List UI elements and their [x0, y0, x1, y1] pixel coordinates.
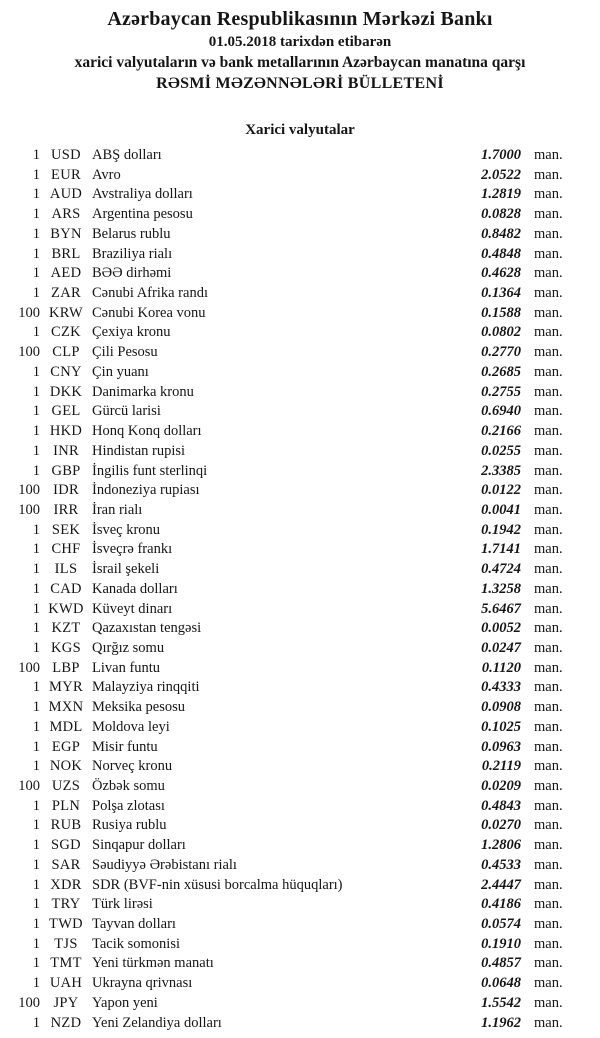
currency-code: SGD — [51, 837, 81, 854]
currency-code: IRR — [53, 501, 79, 518]
unit-label: man. — [534, 166, 563, 183]
currency-name: Honq Konq dolları — [92, 423, 202, 440]
rate-row — [0, 462, 600, 482]
currency-name: İsrail şekeli — [92, 561, 160, 578]
rate-quantity: 1 — [32, 916, 40, 933]
rate-row — [0, 323, 600, 343]
rate-value: 0.1942 — [481, 521, 521, 538]
rate-value: 0.4628 — [481, 265, 521, 282]
rate-quantity: 1 — [32, 462, 40, 479]
currency-code: TMT — [50, 955, 82, 972]
currency-code: AED — [50, 265, 82, 282]
rate-value: 0.1025 — [481, 718, 521, 735]
rate-quantity: 1 — [32, 265, 40, 282]
currency-name: Yeni Zelandiya dolları — [92, 1014, 222, 1031]
currency-name: İngilis funt sterlinqi — [92, 462, 208, 479]
currency-code: SEK — [51, 521, 81, 538]
rate-row — [0, 402, 600, 422]
currency-code: MXN — [48, 699, 84, 716]
rate-quantity: 100 — [18, 501, 40, 518]
rate-value: 0.0041 — [481, 501, 521, 518]
unit-label: man. — [534, 462, 563, 479]
bulletin-header — [0, 0, 600, 95]
currency-code: JPY — [53, 994, 79, 1011]
currency-name: Sinqapur dolları — [92, 837, 186, 854]
unit-label: man. — [534, 620, 563, 637]
unit-label: man. — [534, 245, 563, 262]
rate-quantity: 1 — [32, 442, 40, 459]
currency-name: Avro — [92, 166, 121, 183]
currency-name: Qırğız somu — [92, 639, 165, 656]
rate-quantity: 100 — [18, 994, 40, 1011]
rate-quantity: 100 — [18, 778, 40, 794]
currency-name: Belarus rublu — [92, 225, 171, 242]
currency-code: CLP — [52, 344, 80, 361]
rate-quantity: 1 — [32, 876, 40, 893]
rate-quantity: 1 — [32, 738, 40, 755]
rate-value: 1.5542 — [481, 994, 521, 1011]
unit-label: man. — [534, 975, 563, 992]
rate-quantity: 1 — [32, 147, 40, 163]
rate-quantity: 1 — [32, 186, 40, 203]
unit-label: man. — [534, 994, 563, 1011]
rates-table — [0, 146, 600, 1033]
unit-label: man. — [534, 363, 563, 380]
currency-name: Rusiya rublu — [92, 817, 167, 834]
rate-value: 0.0648 — [481, 975, 521, 992]
rate-quantity: 1 — [32, 620, 40, 637]
unit-label: man. — [534, 758, 563, 775]
unit-label: man. — [534, 265, 563, 282]
currency-code: CAD — [50, 580, 82, 597]
currency-name: Braziliya rialı — [92, 245, 173, 262]
rate-row — [0, 225, 600, 245]
rate-quantity: 1 — [32, 363, 40, 380]
currency-code: MDL — [49, 718, 83, 735]
currency-code: UZS — [51, 778, 81, 794]
currency-name: Yeni türkmən manatı — [92, 955, 214, 972]
rate-value: 0.0255 — [481, 442, 521, 459]
unit-label: man. — [534, 856, 563, 873]
rate-value: 0.6940 — [481, 403, 521, 420]
unit-label: man. — [534, 580, 563, 597]
unit-label: man. — [534, 324, 563, 341]
rate-quantity: 1 — [32, 403, 40, 420]
currency-name: Norveç kronu — [92, 758, 173, 775]
unit-label: man. — [534, 916, 563, 933]
rate-value: 0.4724 — [481, 561, 521, 578]
rate-value: 2.4447 — [481, 876, 521, 893]
rate-quantity: 1 — [32, 856, 40, 873]
currency-name: Cənubi Afrika randı — [92, 285, 208, 302]
rate-quantity: 1 — [32, 699, 40, 716]
unit-label: man. — [534, 679, 563, 696]
rate-row — [0, 935, 600, 955]
currency-name: Çin yuanı — [92, 363, 149, 380]
currency-name: Danimarka kronu — [92, 383, 194, 400]
unit-label: man. — [534, 1014, 563, 1031]
currency-name: BƏƏ dirhəmi — [92, 265, 172, 282]
rate-quantity: 1 — [32, 225, 40, 242]
rate-row — [0, 738, 600, 758]
currency-name: Tacik somonisi — [92, 935, 180, 952]
currency-name: ABŞ dolları — [92, 147, 162, 163]
rate-quantity: 1 — [32, 797, 40, 814]
rate-quantity: 1 — [32, 580, 40, 597]
rate-value: 0.0802 — [481, 324, 521, 341]
rate-row — [0, 678, 600, 698]
rate-quantity: 1 — [32, 600, 40, 617]
currency-code: RUB — [50, 817, 82, 834]
rate-value: 0.0963 — [481, 738, 521, 755]
rate-row — [0, 363, 600, 383]
rate-value: 1.2806 — [481, 837, 521, 854]
rate-row — [0, 540, 600, 560]
rate-row — [0, 718, 600, 738]
unit-label: man. — [534, 147, 563, 163]
rate-value: 0.4843 — [481, 797, 521, 814]
rate-value: 0.8482 — [481, 225, 521, 242]
rate-quantity: 1 — [32, 639, 40, 656]
currency-code: CNY — [50, 363, 82, 380]
currency-code: UAH — [49, 975, 83, 992]
rate-quantity: 1 — [32, 935, 40, 952]
unit-label: man. — [534, 600, 563, 617]
currency-code: GBP — [51, 462, 81, 479]
currency-name: Qazaxıstan tengəsi — [92, 620, 202, 637]
currency-code: IDR — [53, 482, 79, 499]
currency-name: SDR (BVF-nin xüsusi borcalma hüquqları) — [92, 876, 343, 893]
rate-quantity: 1 — [32, 896, 40, 913]
unit-label: man. — [534, 639, 563, 656]
currency-name: İsveç kronu — [92, 521, 161, 538]
currency-name: Küveyt dinarı — [92, 600, 173, 617]
rate-row — [0, 245, 600, 265]
rate-value: 2.3385 — [481, 462, 521, 479]
rate-value: 0.2119 — [481, 758, 521, 775]
currency-name: Kanada dolları — [92, 580, 178, 597]
rate-quantity: 1 — [32, 975, 40, 992]
unit-label: man. — [534, 935, 563, 952]
rate-value: 1.1962 — [481, 1014, 521, 1031]
currency-code: BYN — [50, 225, 82, 242]
rate-value: 0.1588 — [481, 304, 521, 321]
unit-label: man. — [534, 304, 563, 321]
unit-label: man. — [534, 344, 563, 361]
rate-quantity: 1 — [32, 758, 40, 775]
rate-value: 0.1120 — [481, 659, 521, 676]
currency-code: CZK — [51, 324, 81, 341]
rate-value: 0.2685 — [481, 363, 521, 380]
currency-code: HKD — [49, 423, 83, 440]
rate-row — [0, 560, 600, 580]
currency-code: KGS — [51, 639, 81, 656]
effective-date-line: 01.05.2018 tarixdən etibarən — [208, 34, 392, 50]
rate-value: 2.0522 — [481, 166, 521, 183]
rate-row — [0, 442, 600, 462]
rate-row — [0, 816, 600, 836]
rate-row — [0, 383, 600, 403]
currency-name: Hindistan rupisi — [92, 442, 186, 459]
rate-row — [0, 185, 600, 205]
rate-row — [0, 284, 600, 304]
rate-row — [0, 915, 600, 935]
rate-value: 1.7141 — [481, 541, 521, 558]
currency-code: SAR — [51, 856, 81, 873]
currency-code: TJS — [54, 935, 78, 952]
currency-name: Türk lirəsi — [92, 896, 153, 913]
currency-name: Çexiya kronu — [92, 324, 171, 341]
rate-row — [0, 797, 600, 817]
rate-quantity: 1 — [32, 837, 40, 854]
currency-code: TRY — [51, 896, 81, 913]
currency-code: MYR — [49, 679, 83, 696]
rate-row — [0, 304, 600, 324]
rate-quantity: 1 — [32, 817, 40, 834]
rate-value: 5.6467 — [481, 600, 521, 617]
rate-value: 0.0828 — [481, 206, 521, 223]
currency-code: ARS — [51, 206, 81, 223]
rate-quantity: 1 — [32, 383, 40, 400]
currency-code: KRW — [49, 304, 83, 321]
rate-quantity: 1 — [32, 245, 40, 262]
currency-name: İndoneziya rupiası — [92, 482, 200, 499]
rate-value: 0.4333 — [481, 679, 521, 696]
currency-name: Malayziya rinqqiti — [92, 679, 200, 696]
rate-row — [0, 836, 600, 856]
rate-row — [0, 639, 600, 659]
rate-quantity: 1 — [32, 955, 40, 972]
rate-value: 0.0908 — [481, 699, 521, 716]
currency-name: Gürcü larisi — [92, 403, 161, 420]
rate-value: 0.0052 — [481, 620, 521, 637]
rate-value: 0.0209 — [481, 778, 521, 794]
rate-row — [0, 501, 600, 521]
currency-code: EUR — [51, 166, 81, 183]
currency-name: Ukrayna qrivnası — [92, 975, 193, 992]
currency-code: EGP — [51, 738, 81, 755]
rate-quantity: 100 — [18, 344, 40, 361]
unit-label: man. — [534, 186, 563, 203]
unit-label: man. — [534, 225, 563, 242]
rate-value: 0.2755 — [481, 383, 521, 400]
unit-label: man. — [534, 383, 563, 400]
rate-quantity: 100 — [18, 659, 40, 676]
unit-label: man. — [534, 659, 563, 676]
currency-name: Cənubi Korea vonu — [92, 304, 206, 321]
rate-row — [0, 422, 600, 442]
rate-row — [0, 974, 600, 994]
unit-label: man. — [534, 482, 563, 499]
unit-label: man. — [534, 285, 563, 302]
rate-value: 0.2166 — [481, 423, 521, 440]
rate-value: 0.0122 — [481, 482, 521, 499]
unit-label: man. — [534, 817, 563, 834]
unit-label: man. — [534, 403, 563, 420]
unit-label: man. — [534, 797, 563, 814]
currency-name: Yapon yeni — [92, 994, 158, 1011]
rate-value: 1.3258 — [481, 580, 521, 597]
currency-name: Argentina pesosu — [92, 206, 193, 223]
rate-quantity: 100 — [18, 304, 40, 321]
unit-label: man. — [534, 699, 563, 716]
rate-quantity: 1 — [32, 423, 40, 440]
currency-code: TWD — [49, 916, 83, 933]
rate-value: 0.0574 — [481, 916, 521, 933]
currency-code: LBP — [52, 659, 80, 676]
currency-name: Moldova leyi — [92, 718, 170, 735]
rate-row — [0, 895, 600, 915]
unit-label: man. — [534, 896, 563, 913]
currency-name: İran rialı — [92, 501, 143, 518]
currency-code: INR — [53, 442, 79, 459]
rate-row — [0, 580, 600, 600]
unit-label: man. — [534, 541, 563, 558]
currency-code: AUD — [49, 186, 83, 203]
rate-row — [0, 777, 600, 797]
currency-name: Səudiyyə Ərəbistanı rialı — [92, 856, 237, 873]
rate-row — [0, 856, 600, 876]
rate-value: 0.4533 — [481, 856, 521, 873]
rate-quantity: 1 — [32, 718, 40, 735]
rate-quantity: 1 — [32, 679, 40, 696]
unit-label: man. — [534, 718, 563, 735]
rate-quantity: 1 — [32, 285, 40, 302]
currency-name: Meksika pesosu — [92, 699, 186, 716]
unit-label: man. — [534, 561, 563, 578]
unit-label: man. — [534, 778, 563, 794]
unit-label: man. — [534, 876, 563, 893]
unit-label: man. — [534, 501, 563, 518]
rate-value: 0.0247 — [481, 639, 521, 656]
rate-row — [0, 994, 600, 1014]
currency-code: KZT — [51, 620, 81, 637]
rate-row — [0, 481, 600, 501]
rate-row — [0, 343, 600, 363]
rate-quantity: 1 — [32, 561, 40, 578]
rate-quantity: 1 — [32, 166, 40, 183]
currency-code: NOK — [49, 758, 83, 775]
unit-label: man. — [534, 955, 563, 972]
rate-row — [0, 146, 600, 166]
unit-label: man. — [534, 206, 563, 223]
currency-name: Çili Pesosu — [92, 344, 158, 361]
unit-label: man. — [534, 738, 563, 755]
rate-row — [0, 876, 600, 896]
rate-value: 0.1364 — [481, 285, 521, 302]
currency-name: Misir funtu — [92, 738, 158, 755]
unit-label: man. — [534, 521, 563, 538]
currency-code: DKK — [49, 383, 83, 400]
unit-label: man. — [534, 423, 563, 440]
rate-value: 0.4848 — [481, 245, 521, 262]
rate-row — [0, 1014, 600, 1034]
rate-row — [0, 264, 600, 284]
currency-name: Avstraliya dolları — [92, 186, 193, 203]
bulletin-subtitle: xarici valyutaların və bank metallarının Azərbaycan manatına qarşı — [74, 54, 526, 71]
rate-row — [0, 521, 600, 541]
currency-code: BRL — [51, 245, 81, 262]
rate-row — [0, 659, 600, 679]
bank-title: Azərbaycan Respublikasının Mərkəzi Bankı — [107, 8, 493, 30]
rate-quantity: 1 — [32, 206, 40, 223]
rate-value: 0.0270 — [481, 817, 521, 834]
unit-label: man. — [534, 442, 563, 459]
section-title-foreign-currencies: Xarici valyutalar — [245, 122, 355, 138]
currency-code: USD — [51, 147, 81, 163]
bulletin-title: RƏSMİ MƏZƏNNƏLƏRİ BÜLLETENİ — [156, 75, 444, 92]
rate-value: 0.4186 — [481, 896, 521, 913]
currency-code: CHF — [51, 541, 81, 558]
currency-name: Tayvan dolları — [92, 916, 176, 933]
currency-code: PLN — [51, 797, 81, 814]
rate-row — [0, 698, 600, 718]
rate-quantity: 100 — [18, 482, 40, 499]
rate-row — [0, 600, 600, 620]
currency-name: İsveçrə frankı — [92, 541, 173, 558]
rate-value: 1.7000 — [481, 147, 521, 163]
rate-value: 0.4857 — [481, 955, 521, 972]
rate-row — [0, 205, 600, 225]
rate-quantity: 1 — [32, 541, 40, 558]
currency-code: NZD — [50, 1014, 82, 1031]
rate-row — [0, 757, 600, 777]
currency-code: ZAR — [51, 285, 81, 302]
rate-value: 0.2770 — [481, 344, 521, 361]
rate-quantity: 1 — [32, 324, 40, 341]
currency-code: XDR — [50, 876, 82, 893]
currency-code: ILS — [54, 561, 78, 578]
currency-code: KWD — [48, 600, 84, 617]
rate-quantity: 1 — [32, 1014, 40, 1031]
rate-row — [0, 954, 600, 974]
unit-label: man. — [534, 837, 563, 854]
currency-name: Özbək somu — [92, 778, 165, 794]
rate-value: 0.1910 — [481, 935, 521, 952]
rate-row — [0, 619, 600, 639]
rate-value: 1.2819 — [481, 186, 521, 203]
currency-name: Polşa zlotası — [92, 797, 165, 814]
rate-row — [0, 166, 600, 186]
currency-code: GEL — [51, 403, 81, 420]
rate-quantity: 1 — [32, 521, 40, 538]
currency-name: Livan funtu — [92, 659, 161, 676]
